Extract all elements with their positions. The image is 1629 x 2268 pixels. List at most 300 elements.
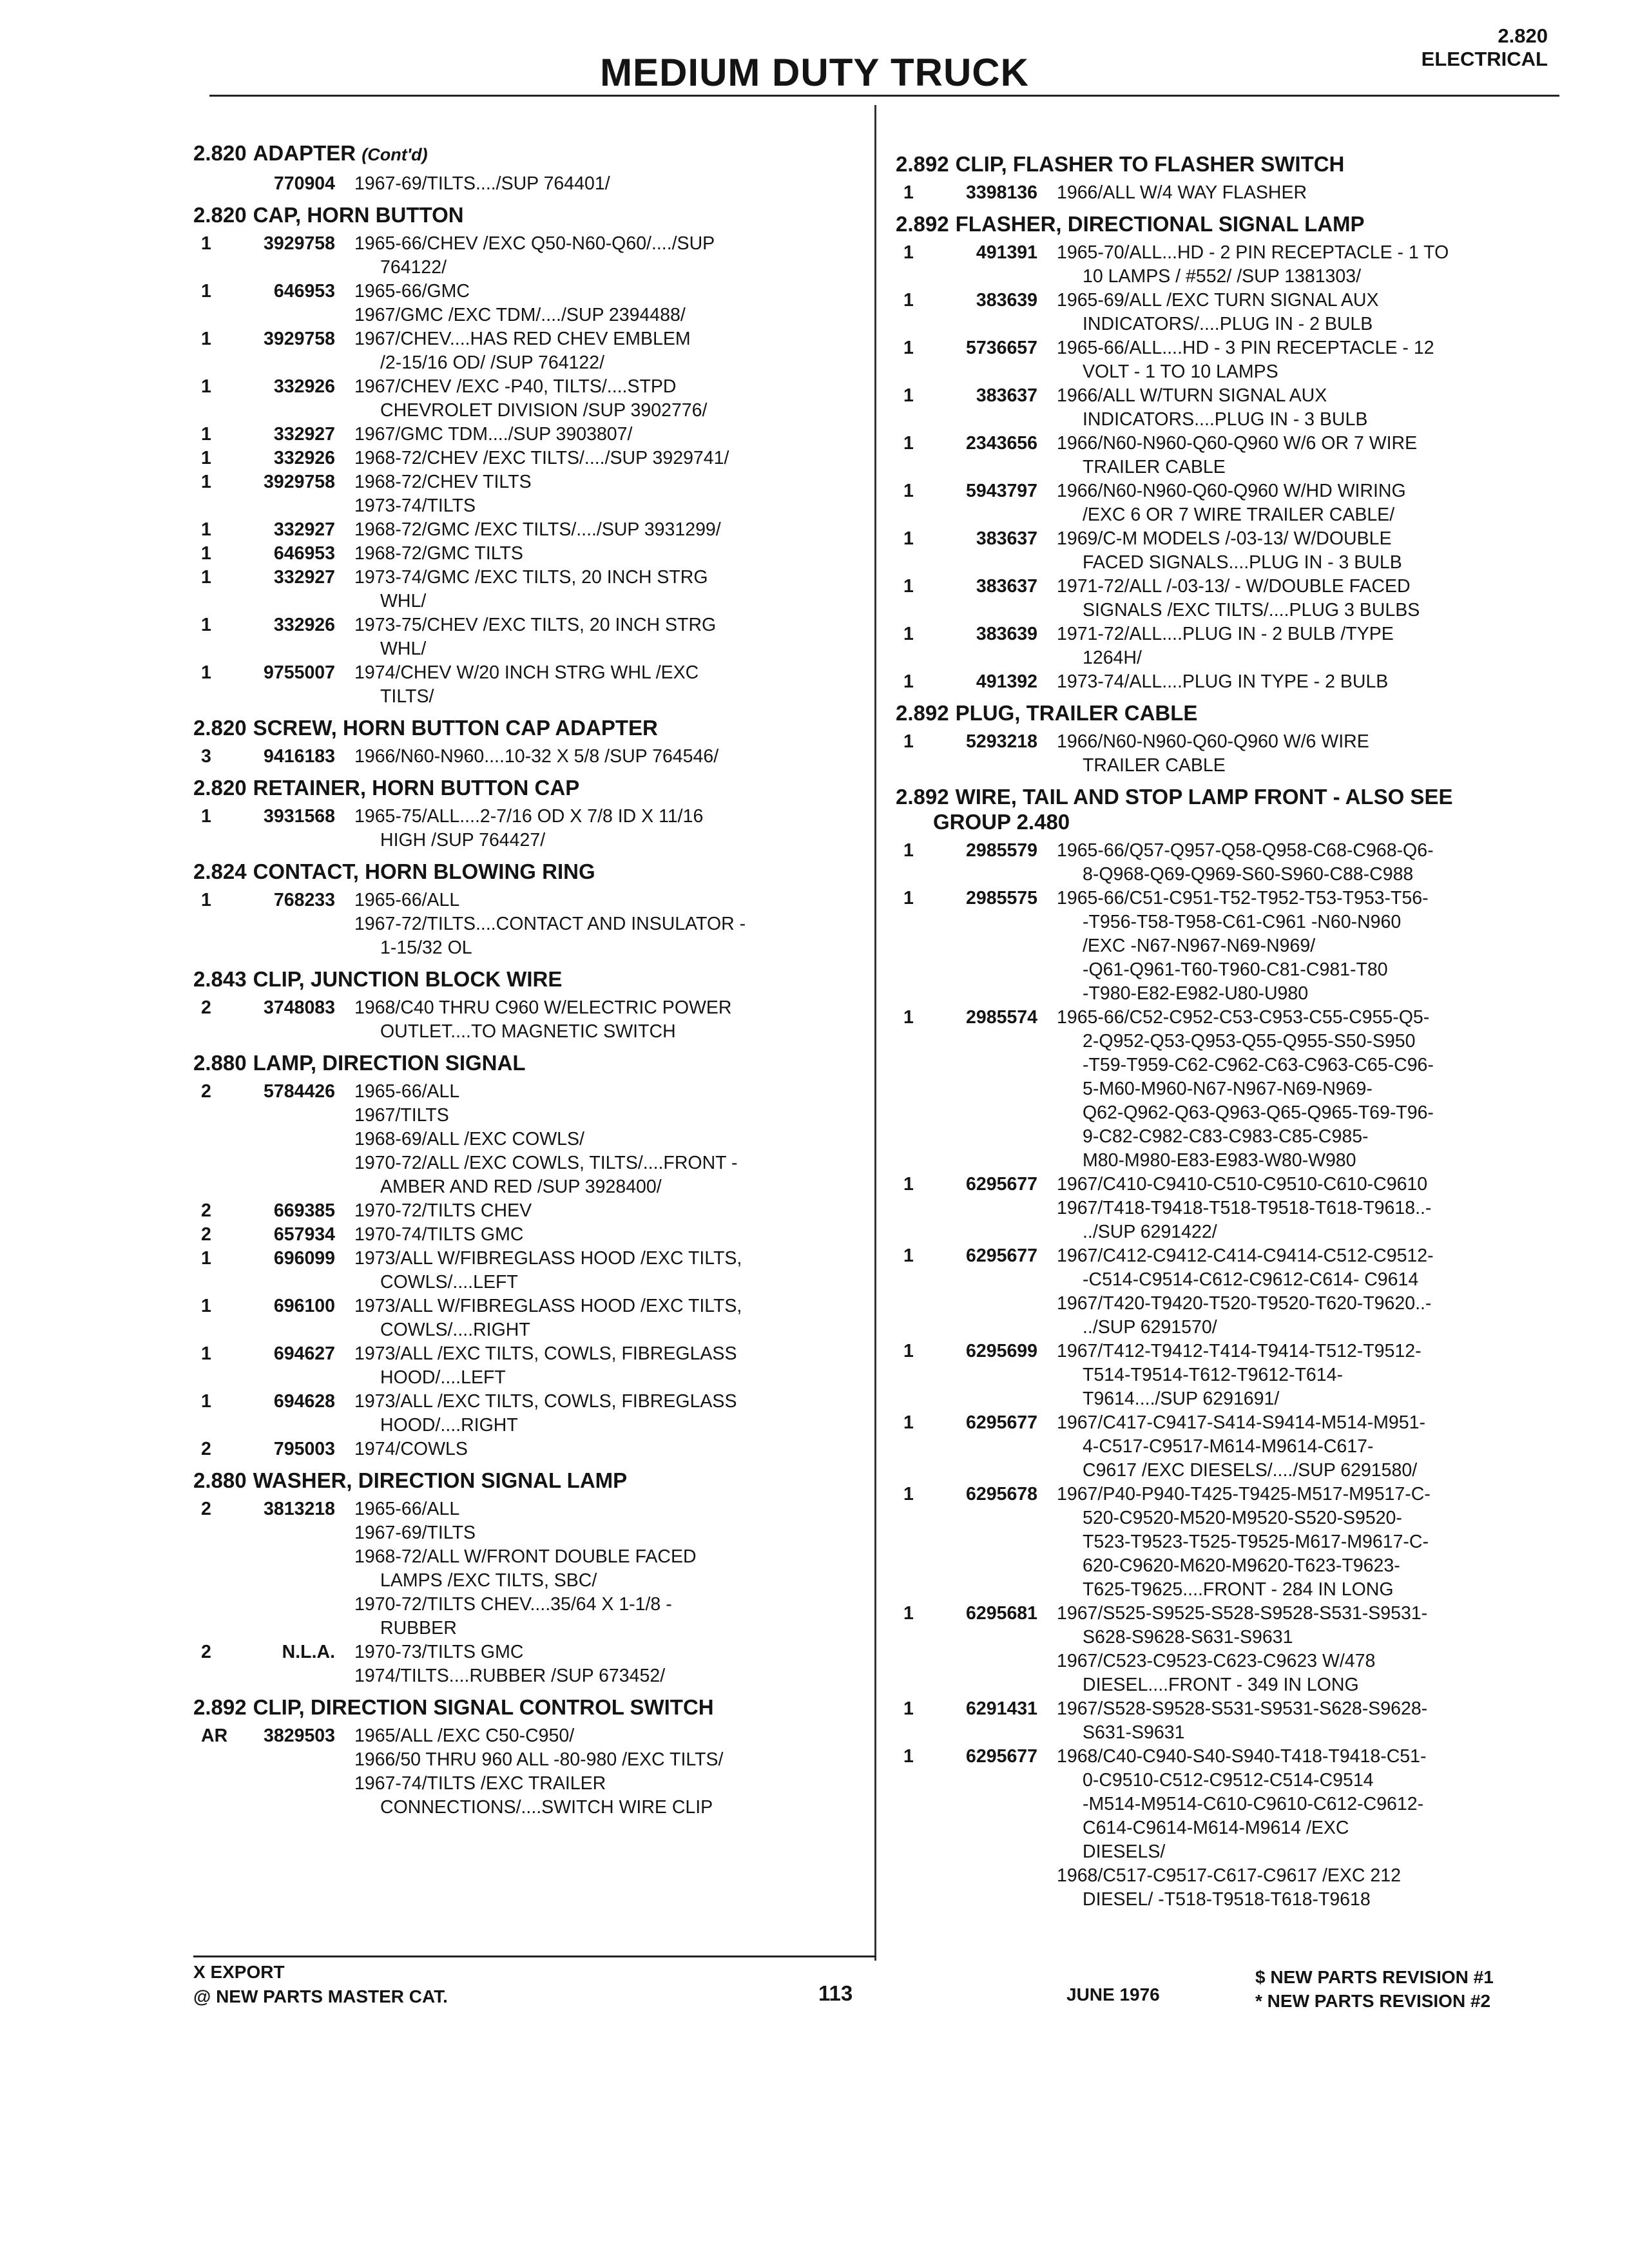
section-code: 2.880	[193, 1468, 247, 1492]
description-line: 1973-74/ALL....PLUG IN TYPE - 2 BULB	[1057, 671, 1389, 692]
description-line: 4-C517-C9517-M614-M9614-C617-	[1083, 1436, 1374, 1457]
part-quantity: 1	[201, 615, 211, 635]
part-number: 5784426	[264, 1081, 335, 1102]
part-quantity: 2	[201, 1642, 211, 1662]
description-line: 2-Q952-Q53-Q953-Q55-Q955-S50-S950	[1083, 1031, 1416, 1052]
description-line: /EXC -N67-N967-N69-N969/	[1083, 936, 1316, 956]
parts-section	[193, 860, 863, 960]
part-entry	[896, 1411, 1566, 1483]
description-line: T9614..../SUP 6291691/	[1083, 1389, 1280, 1409]
description-line: 1966/ALL W/4 WAY FLASHER	[1057, 182, 1307, 203]
part-number: 2985574	[966, 1007, 1037, 1028]
part-number: 646953	[273, 281, 335, 302]
description-line: 1967/S528-S9528-S531-S9531-S628-S9628-	[1057, 1698, 1428, 1719]
section-title: RETAINER, HORN BUTTON CAP	[253, 776, 580, 800]
part-description	[1057, 289, 1566, 336]
part-entry	[896, 670, 1566, 694]
part-quantity: 1	[903, 1007, 914, 1028]
part-number: 657934	[273, 1224, 335, 1245]
part-number: 3829503	[264, 1725, 335, 1746]
section-heading	[896, 701, 1566, 725]
part-description	[354, 805, 863, 852]
description-line: /2-15/16 OD/ /SUP 764122/	[380, 352, 605, 373]
section-code: 2.892	[193, 1695, 247, 1719]
section-code: 2.820	[193, 203, 247, 227]
part-description	[354, 1080, 863, 1199]
part-entry	[193, 518, 863, 542]
part-quantity: 1	[903, 385, 914, 406]
description-line: COWLS/....RIGHT	[380, 1320, 530, 1340]
description-line: 5-M60-M960-N67-N967-N69-N969-	[1083, 1079, 1373, 1099]
part-number: 795003	[273, 1439, 335, 1459]
description-line: 1967/GMC TDM..../SUP 3903807/	[354, 424, 633, 445]
description-line: HOOD/....LEFT	[380, 1367, 506, 1388]
part-quantity: 1	[201, 233, 211, 254]
part-quantity: 1	[201, 1296, 211, 1316]
part-description	[354, 1390, 863, 1437]
section-code: 2.820	[193, 141, 247, 165]
part-description	[1057, 1483, 1566, 1602]
description-line: C9617 /EXC DIESELS/..../SUP 6291580/	[1083, 1460, 1418, 1481]
description-line: 1965-70/ALL...HD - 2 PIN RECEPTACLE - 1 TO	[1057, 242, 1449, 263]
description-line: 1973/ALL /EXC TILTS, COWLS, FIBREGLASS	[354, 1391, 737, 1412]
part-description	[1057, 670, 1566, 694]
part-description	[1057, 887, 1566, 1006]
section-title: LAMP, DIRECTION SIGNAL	[253, 1051, 526, 1075]
part-description	[1057, 384, 1566, 432]
part-description	[1057, 1340, 1566, 1411]
section-code: 2.880	[193, 1051, 247, 1075]
parts-section	[896, 701, 1566, 778]
part-quantity: 1	[201, 806, 211, 827]
part-number: 768233	[273, 890, 335, 910]
part-quantity: 1	[201, 448, 211, 468]
description-line: 1970-72/TILTS CHEV	[354, 1200, 532, 1221]
part-description	[1057, 527, 1566, 575]
description-line: 1965-66/ALL	[354, 1499, 460, 1519]
part-entry	[896, 432, 1566, 479]
description-line: 1967/GMC /EXC TDM/..../SUP 2394488/	[354, 305, 686, 325]
description-line: 1967/C412-C9412-C414-C9414-C512-C9512-	[1057, 1245, 1434, 1266]
part-number: 6291431	[966, 1698, 1037, 1719]
part-quantity: 1	[903, 1412, 914, 1433]
description-line: TILTS/	[380, 686, 434, 707]
description-line: 1971-72/ALL....PLUG IN - 2 BULB /TYPE	[1057, 624, 1394, 644]
part-quantity: 1	[903, 731, 914, 752]
description-line: RUBBER	[380, 1618, 457, 1639]
description-line: 764122/	[380, 257, 447, 278]
description-line: 1966/N60-N960-Q60-Q960 W/6 WIRE	[1057, 731, 1369, 752]
part-number: 332927	[273, 424, 335, 445]
part-description	[354, 1342, 863, 1390]
section-code: 2.892	[896, 701, 949, 725]
description-line: 0-C9510-C512-C9512-C514-C9514	[1083, 1770, 1374, 1791]
part-entry	[193, 447, 863, 470]
description-line: 1967/C523-C9523-C623-C9623 W/478	[1057, 1651, 1376, 1671]
description-line: 1966/50 THRU 960 ALL -80-980 /EXC TILTS/	[354, 1749, 724, 1770]
description-line: 1967/P40-P940-T425-T9425-M517-M9517-C-	[1057, 1484, 1431, 1504]
description-line: CONNECTIONS/....SWITCH WIRE CLIP	[380, 1797, 713, 1818]
part-entry	[896, 1244, 1566, 1340]
part-description	[1057, 479, 1566, 527]
description-line: 1968/C517-C9517-C617-C9617 /EXC 212	[1057, 1865, 1401, 1886]
part-number: 5293218	[966, 731, 1037, 752]
part-number: 694628	[273, 1391, 335, 1412]
section-title: CONTACT, HORN BLOWING RING	[253, 860, 595, 883]
part-number: 6295677	[966, 1174, 1037, 1195]
part-quantity: 1	[201, 519, 211, 540]
section-heading	[896, 212, 1566, 236]
part-number: 6295681	[966, 1603, 1037, 1624]
part-entry	[896, 622, 1566, 670]
description-line: 1968-72/ALL W/FRONT DOUBLE FACED	[354, 1546, 697, 1567]
part-entry	[896, 1006, 1566, 1173]
part-number: 3748083	[264, 997, 335, 1018]
section-heading	[193, 141, 863, 167]
part-quantity: 1	[201, 376, 211, 397]
footer-export-note: X EXPORT	[193, 1962, 285, 1982]
part-description	[1057, 1697, 1566, 1745]
part-entry	[896, 479, 1566, 527]
description-line: DIESELS/	[1083, 1841, 1166, 1862]
part-quantity: 1	[903, 888, 914, 908]
part-quantity: 1	[201, 1343, 211, 1364]
part-number: 770904	[273, 173, 335, 194]
part-entry	[193, 1437, 863, 1461]
section-code: 2.843	[193, 967, 247, 991]
part-entry	[193, 327, 863, 375]
section-heading	[896, 152, 1566, 176]
description-line: INDICATORS/....PLUG IN - 2 BULB	[1083, 314, 1373, 334]
part-quantity: 1	[903, 290, 914, 311]
section-heading	[193, 716, 863, 740]
part-quantity: 1	[903, 1174, 914, 1195]
section-title: FLASHER, DIRECTIONAL SIGNAL LAMP	[955, 212, 1365, 236]
section-code: 2.892	[896, 152, 949, 176]
part-quantity: 2	[201, 1499, 211, 1519]
part-entry	[193, 661, 863, 709]
part-entry	[896, 1745, 1566, 1912]
part-quantity: 1	[903, 433, 914, 454]
description-line: 1967-74/TILTS /EXC TRAILER	[354, 1773, 606, 1794]
part-entry	[896, 241, 1566, 289]
description-line: -M514-M9514-C610-C9610-C612-C9612-	[1083, 1794, 1424, 1814]
part-entry	[193, 375, 863, 423]
part-quantity: 1	[903, 671, 914, 692]
description-line: C614-C9614-M614-M9614 /EXC	[1083, 1818, 1349, 1838]
part-entry	[193, 566, 863, 613]
part-quantity: 1	[201, 1391, 211, 1412]
description-line: HIGH /SUP 764427/	[380, 830, 546, 850]
part-number: N.L.A.	[282, 1642, 335, 1662]
part-description	[354, 375, 863, 423]
description-line: 1974/COWLS	[354, 1439, 468, 1459]
part-quantity: 2	[201, 1224, 211, 1245]
description-line: 1965-66/C51-C951-T52-T952-T53-T953-T56-	[1057, 888, 1429, 908]
part-number: 2343656	[966, 433, 1037, 454]
part-number: 3929758	[264, 472, 335, 492]
section-name: ELECTRICAL	[1421, 48, 1548, 70]
description-line: 1973-74/TILTS	[354, 495, 476, 516]
description-line: 1965-66/Q57-Q957-Q58-Q958-C68-C968-Q6-	[1057, 840, 1434, 861]
part-description	[354, 232, 863, 280]
part-number: 696100	[273, 1296, 335, 1316]
section-heading	[193, 1051, 863, 1075]
part-entry	[193, 1247, 863, 1294]
description-line: 1967/T412-T9412-T414-T9414-T512-T9512-	[1057, 1341, 1422, 1361]
part-number: 332927	[273, 567, 335, 588]
part-description	[354, 280, 863, 327]
description-line: 1965-66/GMC	[354, 281, 470, 302]
description-line: -T59-T959-C62-C962-C63-C963-C65-C96-	[1083, 1055, 1434, 1075]
part-quantity: 1	[903, 338, 914, 358]
description-line: 620-C9620-M620-M9620-T623-T9623-	[1083, 1555, 1400, 1576]
part-number: 332926	[273, 448, 335, 468]
description-line: 1965-66/ALL	[354, 1081, 460, 1102]
part-number: 383637	[976, 576, 1037, 597]
part-number: 3813218	[264, 1499, 335, 1519]
section-title: CAP, HORN BUTTON	[253, 203, 464, 227]
section-heading	[193, 776, 863, 800]
part-entry	[193, 1724, 863, 1820]
description-line: 1966/ALL W/TURN SIGNAL AUX	[1057, 385, 1327, 406]
description-line: 1967-72/TILTS....CONTACT AND INSULATOR -	[354, 914, 746, 934]
part-entry	[193, 1640, 863, 1688]
part-description	[354, 1437, 863, 1461]
description-line: -Q61-Q961-T60-T960-C81-C981-T80	[1083, 959, 1388, 980]
right-column	[896, 145, 1566, 1916]
description-line: INDICATORS....PLUG IN - 3 BULB	[1083, 409, 1368, 430]
description-line: 1967/T418-T9418-T518-T9518-T618-T9618..-	[1057, 1198, 1432, 1218]
section-title: CLIP, DIRECTION SIGNAL CONTROL SWITCH	[253, 1695, 714, 1719]
description-line: FACED SIGNALS....PLUG IN - 3 BULB	[1083, 552, 1402, 573]
section-heading	[193, 1468, 863, 1492]
part-quantity: 1	[903, 624, 914, 644]
section-heading	[896, 785, 1566, 809]
part-number: 491392	[976, 671, 1037, 692]
part-description	[1057, 1173, 1566, 1244]
part-number: 332926	[273, 376, 335, 397]
part-quantity: 1	[201, 424, 211, 445]
part-quantity: 1	[201, 472, 211, 492]
part-quantity: 1	[201, 329, 211, 349]
part-number: 5736657	[966, 338, 1037, 358]
part-entry	[896, 289, 1566, 336]
part-entry	[193, 1080, 863, 1199]
description-line: T625-T9625....FRONT - 284 IN LONG	[1083, 1579, 1394, 1600]
description-line: S628-S9628-S631-S9631	[1083, 1627, 1293, 1648]
description-line: 1966/N60-N960....10-32 X 5/8 /SUP 764546/	[354, 746, 719, 767]
section-title: SCREW, HORN BUTTON CAP ADAPTER	[253, 716, 658, 740]
part-description	[354, 542, 863, 566]
section-title: WIRE, TAIL AND STOP LAMP FRONT - ALSO SEE	[955, 785, 1453, 809]
part-entry	[193, 889, 863, 960]
description-line: 1965-66/CHEV /EXC Q50-N60-Q60/..../SUP	[354, 233, 715, 254]
part-entry	[193, 1342, 863, 1390]
parts-section	[896, 152, 1566, 205]
description-line: COWLS/....LEFT	[380, 1272, 518, 1293]
section-heading	[193, 203, 863, 227]
part-entry	[193, 1390, 863, 1437]
part-quantity: 1	[903, 840, 914, 861]
part-number: 696099	[273, 1248, 335, 1269]
description-line: WHL/	[380, 591, 427, 611]
part-entry	[193, 280, 863, 327]
description-line: 1967/S525-S9525-S528-S9528-S531-S9531-	[1057, 1603, 1428, 1624]
description-line: 1970-74/TILTS GMC	[354, 1224, 524, 1245]
description-line: DIESEL....FRONT - 349 IN LONG	[1083, 1675, 1359, 1695]
part-entry	[896, 839, 1566, 887]
description-line: 1973/ALL W/FIBREGLASS HOOD /EXC TILTS,	[354, 1296, 742, 1316]
parts-section	[193, 1695, 863, 1820]
description-line: 1968-72/GMC TILTS	[354, 543, 523, 564]
part-description	[1057, 839, 1566, 887]
part-description	[354, 745, 863, 769]
section-title: CLIP, JUNCTION BLOCK WIRE	[253, 967, 563, 991]
description-line: -T956-T58-T958-C61-C961 -N60-N960	[1083, 912, 1402, 932]
part-quantity: 1	[201, 567, 211, 588]
description-line: 1974/CHEV W/20 INCH STRG WHL /EXC	[354, 662, 699, 683]
part-description	[1057, 622, 1566, 670]
description-line: 1966/N60-N960-Q60-Q960 W/6 OR 7 WIRE	[1057, 433, 1418, 454]
description-line: TRAILER CABLE	[1083, 755, 1226, 776]
description-line: 1968/C40 THRU C960 W/ELECTRIC POWER	[354, 997, 732, 1018]
part-quantity: 1	[201, 890, 211, 910]
part-entry	[896, 527, 1566, 575]
part-quantity: 2	[201, 1081, 211, 1102]
description-line: 1974/TILTS....RUBBER /SUP 673452/	[354, 1666, 666, 1686]
part-quantity: 1	[903, 1698, 914, 1719]
part-description	[354, 1199, 863, 1223]
description-line: 1965-66/C52-C952-C53-C953-C55-C955-Q5-	[1057, 1007, 1430, 1028]
description-line: 1967/T420-T9420-T520-T9520-T620-T9620..-	[1057, 1293, 1432, 1314]
description-line: 1970-73/TILTS GMC	[354, 1642, 524, 1662]
section-code: 2.820	[193, 716, 247, 740]
description-line: 1967/C417-C9417-S414-S9414-M514-M951-	[1057, 1412, 1425, 1433]
part-entry	[896, 730, 1566, 778]
part-entry	[896, 887, 1566, 1006]
part-description	[1057, 336, 1566, 384]
description-line: Q62-Q962-Q63-Q963-Q65-Q965-T69-T96-	[1083, 1102, 1434, 1123]
description-line: 1965/ALL /EXC C50-C950/	[354, 1725, 575, 1746]
part-quantity: AR	[201, 1725, 228, 1746]
section-title: CLIP, FLASHER TO FLASHER SWITCH	[955, 152, 1345, 176]
part-quantity: 1	[903, 1341, 914, 1361]
page-title: MEDIUM DUTY TRUCK	[600, 51, 1029, 94]
part-description	[1057, 1411, 1566, 1483]
parts-section	[193, 967, 863, 1044]
part-description	[1057, 432, 1566, 479]
part-entry	[193, 1199, 863, 1223]
part-number: 3931568	[264, 806, 335, 827]
section-heading	[193, 967, 863, 991]
part-quantity: 2	[201, 997, 211, 1018]
part-quantity	[193, 172, 238, 196]
part-entry	[896, 575, 1566, 622]
part-entry	[193, 423, 863, 447]
part-description	[354, 447, 863, 470]
part-number: 6295677	[966, 1245, 1037, 1266]
description-line: -C514-C9514-C612-C9612-C614- C9614	[1083, 1269, 1419, 1290]
part-entry	[896, 1340, 1566, 1411]
footer-date: JUNE 1976	[1066, 1984, 1160, 2004]
part-description	[354, 327, 863, 375]
part-description	[354, 423, 863, 447]
part-number: 2985579	[966, 840, 1037, 861]
part-number: 383637	[976, 385, 1037, 406]
description-line: AMBER AND RED /SUP 3928400/	[380, 1177, 662, 1197]
part-description	[354, 661, 863, 709]
parts-section	[193, 716, 863, 769]
part-entry	[193, 745, 863, 769]
description-line: WHL/	[380, 639, 427, 659]
part-description	[354, 470, 863, 518]
description-line: 1967-69/TILTS..../SUP 764401/	[354, 173, 610, 194]
parts-section	[896, 212, 1566, 694]
part-quantity: 1	[903, 1603, 914, 1624]
description-line: CHEVROLET DIVISION /SUP 3902776/	[380, 400, 708, 421]
description-line: 1967/CHEV....HAS RED CHEV EMBLEM	[354, 329, 691, 349]
section-code: 2.824	[193, 860, 247, 883]
part-entry	[193, 1294, 863, 1342]
description-line: TRAILER CABLE	[1083, 457, 1226, 477]
part-number: 3398136	[966, 182, 1037, 203]
part-number: 383639	[976, 290, 1037, 311]
part-quantity: 1	[201, 1248, 211, 1269]
left-column	[193, 134, 863, 1823]
part-entry	[193, 613, 863, 661]
part-description	[354, 996, 863, 1044]
part-description	[354, 1294, 863, 1342]
part-number: 646953	[273, 543, 335, 564]
description-line: 1967/CHEV /EXC -P40, TILTS/....STPD	[354, 376, 677, 397]
part-number: 332927	[273, 519, 335, 540]
part-quantity: 1	[903, 576, 914, 597]
part-number: 694627	[273, 1343, 335, 1364]
part-number: 383639	[976, 624, 1037, 644]
part-entry	[896, 1602, 1566, 1697]
description-line: LAMPS /EXC TILTS, SBC/	[380, 1570, 597, 1591]
part-number: 5943797	[966, 481, 1037, 501]
part-quantity: 1	[903, 1484, 914, 1504]
part-quantity: 1	[903, 528, 914, 549]
footer-master-note: @ NEW PARTS MASTER CAT.	[193, 1986, 448, 2006]
description-line: SIGNALS /EXC TILTS/....PLUG 3 BULBS	[1083, 600, 1420, 620]
part-description	[354, 613, 863, 661]
part-number: 491391	[976, 242, 1037, 263]
parts-section	[193, 1051, 863, 1461]
description-line: 1965-69/ALL /EXC TURN SIGNAL AUX	[1057, 290, 1379, 311]
description-line: /EXC 6 OR 7 WIRE TRAILER CABLE/	[1083, 505, 1395, 525]
part-entry	[193, 805, 863, 852]
part-number: 383637	[976, 528, 1037, 549]
part-number: 6295678	[966, 1484, 1037, 1504]
part-description	[354, 1223, 863, 1247]
description-line: T514-T9514-T612-T9612-T614-	[1083, 1365, 1343, 1385]
part-description	[1057, 1602, 1566, 1697]
part-description	[354, 1247, 863, 1294]
part-description	[354, 1497, 863, 1640]
part-description	[354, 889, 863, 960]
part-entry	[193, 470, 863, 518]
part-entry	[193, 542, 863, 566]
part-entry	[896, 181, 1566, 205]
part-entry	[896, 1483, 1566, 1602]
description-line: S631-S9631	[1083, 1722, 1185, 1743]
description-line: 1967-69/TILTS	[354, 1523, 476, 1543]
part-description	[1057, 181, 1566, 205]
header-rule	[209, 95, 1559, 97]
